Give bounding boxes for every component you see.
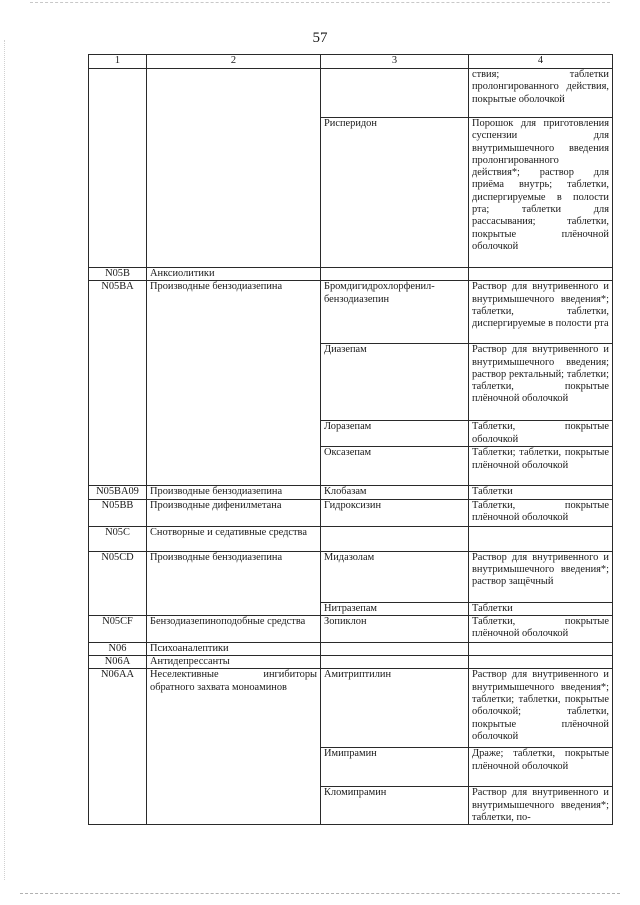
dosage-form: Таблетки (469, 486, 613, 499)
table-row (89, 656, 613, 669)
table-header (89, 55, 613, 69)
dosage-form: Таблетки, покрытые оболочкой (469, 421, 613, 447)
table-row (89, 669, 613, 748)
drug-name: Оксазепам (321, 447, 469, 486)
group-name: Антидепрессанты (147, 656, 321, 669)
drug-table (88, 54, 613, 825)
dosage-form: Таблетки; таблетки, покрытые плёночной оболочкой (469, 447, 613, 486)
table-row (89, 268, 613, 281)
atc-code: N05BB (89, 499, 147, 526)
dosage-form: Раствор для внутривенного и внутримышечного введения*; таблетки, таблетки, диспергируемые в полости рта (469, 281, 613, 344)
table-row (89, 69, 613, 118)
group-name: Производные дифенилметана (147, 499, 321, 526)
dosage-form: Таблетки, покрытые плёночной оболочкой (469, 499, 613, 526)
drug-name: Мидазолам (321, 551, 469, 602)
drug-name: Клобазам (321, 486, 469, 499)
group-name: Производные бензодиазепина (147, 551, 321, 615)
drug-name: Диазепам (321, 344, 469, 421)
atc-code: N05BA (89, 281, 147, 486)
drug-name (321, 656, 469, 669)
group-name: Анксиолитики (147, 268, 321, 281)
drug-name: Нитразепам (321, 602, 469, 615)
dosage-form: Порошок для приготовления суспензии для внутримышечного введения пролонгированного действия*; раствор для приёма внутрь; таблетки, диспергируемые в полости рта; таблетки для рассасывания; таблетки, покрытые плёночной оболочкой (469, 118, 613, 268)
header-col-2: 2 (147, 55, 321, 69)
dosage-form (469, 268, 613, 281)
atc-code: N05C (89, 526, 147, 551)
drug-name: Имипрамин (321, 748, 469, 787)
scan-edge-bottom (20, 893, 620, 894)
drug-name (321, 69, 469, 118)
drug-name: Кломипрамин (321, 787, 469, 825)
group-name: Снотворные и седативные средства (147, 526, 321, 551)
atc-code: N06AA (89, 669, 147, 825)
table-row (89, 642, 613, 655)
atc-code: N06A (89, 656, 147, 669)
drug-name: Бромдигидрохлорфенил-бензодиазепин (321, 281, 469, 344)
scan-edge-top (30, 2, 610, 3)
dosage-form (469, 642, 613, 655)
dosage-form: Таблетки, покрытые плёночной оболочкой (469, 615, 613, 642)
page-number: 57 (312, 30, 328, 46)
drug-name: Рисперидон (321, 118, 469, 268)
drug-name: Гидроксизин (321, 499, 469, 526)
table-row (89, 499, 613, 526)
dosage-form (469, 526, 613, 551)
group-name: Бензодиазепиноподобные средства (147, 615, 321, 642)
table-body (89, 69, 613, 825)
header-col-3: 3 (321, 55, 469, 69)
atc-code: N06 (89, 642, 147, 655)
atc-code: N05CF (89, 615, 147, 642)
drug-name (321, 642, 469, 655)
atc-code: N05BA09 (89, 486, 147, 499)
table-row (89, 486, 613, 499)
drug-name (321, 526, 469, 551)
dosage-form: Драже; таблетки, покрытые плёночной оболочкой (469, 748, 613, 787)
header-row (89, 55, 613, 69)
scan-edge-left (4, 40, 5, 880)
dosage-form (469, 656, 613, 669)
atc-code: N05CD (89, 551, 147, 615)
group-name: Неселективные ингибиторы обратного захвата моноаминов (147, 669, 321, 825)
drug-name: Лоразепам (321, 421, 469, 447)
group-name: Производные бензодиазепина (147, 486, 321, 499)
dosage-form: Таблетки (469, 602, 613, 615)
drug-name: Амитриптилин (321, 669, 469, 748)
table-row (89, 281, 613, 344)
group-name: Производные бензодиазепина (147, 281, 321, 486)
group-name (147, 69, 321, 268)
dosage-form: Раствор для внутривенного и внутримышечного введения; раствор ректальный; таблетки; таблетки, покрытые плёночной оболочкой (469, 344, 613, 421)
drug-name: Зопиклон (321, 615, 469, 642)
dosage-form: ствия; таблетки пролонгированного действия, покрытые оболочкой (469, 69, 613, 118)
header-col-4: 4 (469, 55, 613, 69)
dosage-form: Раствор для внутривенного и внутримышечного введения*; таблетки, по- (469, 787, 613, 825)
header-col-1: 1 (89, 55, 147, 69)
dosage-form: Раствор для внутривенного и внутримышечного введения*; раствор защёчный (469, 551, 613, 602)
table-row (89, 615, 613, 642)
drug-name (321, 268, 469, 281)
table-row (89, 526, 613, 551)
atc-code: N05B (89, 268, 147, 281)
table-row (89, 551, 613, 602)
dosage-form: Раствор для внутривенного и внутримышечного введения*; таблетки; таблетки, покрытые оболочкой; таблетки, покрытые плёночной оболочкой (469, 669, 613, 748)
atc-code (89, 69, 147, 268)
group-name: Психоаналептики (147, 642, 321, 655)
